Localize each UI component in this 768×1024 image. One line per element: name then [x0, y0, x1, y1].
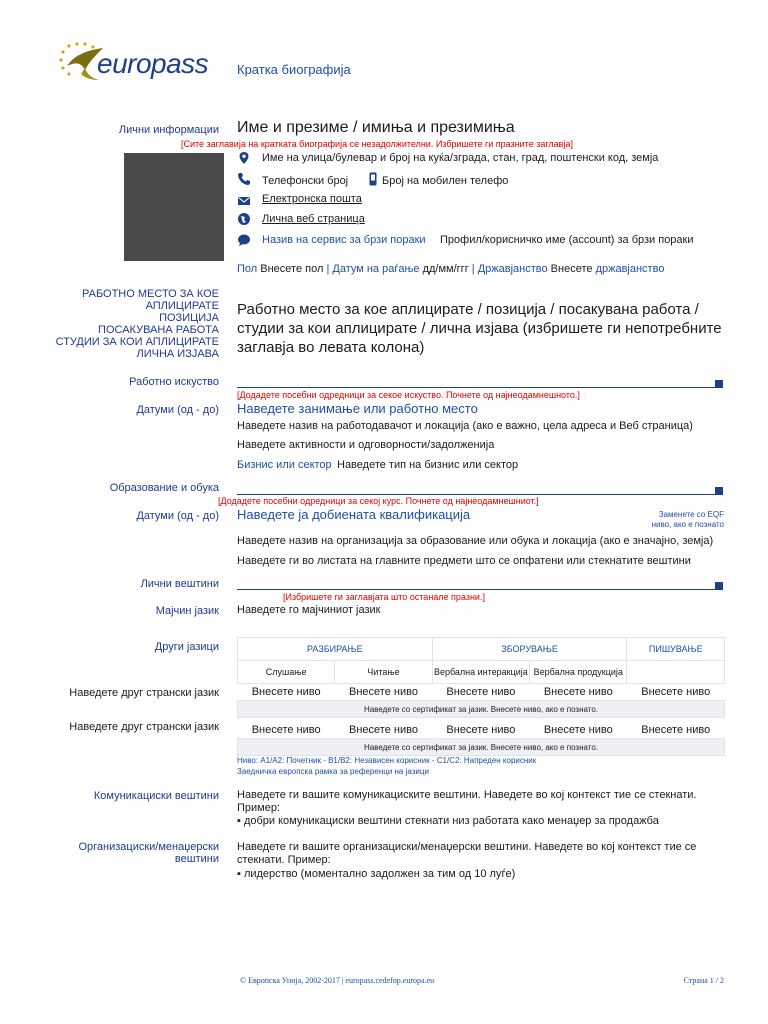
- sector-value: Наведете тип на бизнис или сектор: [337, 459, 519, 471]
- language-name: Наведете друг странски јазик: [69, 721, 219, 733]
- qualification-title: Наведете ја добиената квалификација: [237, 507, 471, 522]
- organisational-skills-label: [40, 841, 219, 865]
- work-experience-label: Работно искуство: [129, 376, 219, 388]
- level-cell[interactable]: Внесете ниво: [641, 724, 711, 736]
- website-link[interactable]: Лична веб страница: [262, 213, 365, 225]
- section-marker: [715, 582, 723, 590]
- communication-skills-text: Наведете ги вашите комуникациските вештини. Наведете во кој контекст тие се стекнати. Пример:: [237, 789, 697, 814]
- language-certificate-row: [238, 739, 725, 756]
- separator: |: [326, 263, 330, 275]
- level-cell[interactable]: Внесете ниво: [641, 686, 711, 698]
- writing-header: ПИШУВАЊЕ: [627, 638, 725, 661]
- certificate-cell[interactable]: Наведете со сертификат за јазик. Внесете ниво, ако е познато.: [238, 701, 725, 718]
- dob-value: дд/мм/ггг: [422, 263, 469, 275]
- language-levels-row: [238, 718, 725, 739]
- chat-icon: [237, 233, 251, 247]
- level-cell[interactable]: Внесете ниво: [543, 686, 613, 698]
- nationality-value-2: државјанство: [595, 263, 665, 275]
- languages-table-header: [238, 638, 725, 661]
- europass-logo: [55, 40, 220, 86]
- languages-table-subheader: [238, 661, 725, 684]
- position-label-line: ЛИЧНА ИЗЈАВА: [136, 348, 219, 360]
- duties-text: Наведете активности и одговорности/задолженија: [237, 439, 495, 451]
- eqf-level-note: [622, 510, 724, 530]
- spoken-interaction-header: Вербална интеракција: [432, 661, 529, 684]
- im-account-value: Профил/корисничко име (account) за брзи пораки: [440, 234, 694, 246]
- spoken-production-header: Вербална продукција: [530, 661, 627, 684]
- subjects-text: Наведете ги во листата на главните предмети што се опфатени или стекнатите вештини: [237, 555, 691, 567]
- mother-tongue-label: Мајчин јазик: [155, 605, 219, 617]
- education-note: [Додадете посебни одредници за секој курс. Почнете од најнеодамнешниот.]: [218, 496, 539, 506]
- cefr-legend: Заедничка европска рамка за референци на јазици: [237, 767, 429, 776]
- levels-legend: Ниво: А1/А2: Почетник - B1/B2: Независен корисник - C1/C2: Напреден корисник: [237, 756, 537, 765]
- speaking-header: ЗБОРУВАЊЕ: [432, 638, 627, 661]
- level-cell[interactable]: Внесете ниво: [446, 724, 516, 736]
- document-title: Кратка биографија: [237, 62, 351, 77]
- personal-info-note: [Сите заглавија на кратката биографија се незадолжителни. Избришете ги празните заглавја]: [181, 139, 573, 149]
- web-icon: [237, 212, 251, 226]
- full-name: Име и презиме / имиња и презимиња: [237, 119, 515, 136]
- position-label-line: РАБОТНО МЕСТО ЗА КОЕ: [82, 288, 219, 300]
- section-divider: [237, 387, 720, 388]
- occupation-title: Наведете занимање или работно место: [237, 401, 478, 416]
- mobile-icon: [366, 172, 380, 186]
- language-levels-row: [238, 684, 725, 701]
- position-label-line: АПЛИЦИРАТЕ: [145, 300, 219, 312]
- mother-tongue-value: Наведете го мајчиниот јазик: [237, 604, 381, 616]
- gender-value: Внесете пол: [260, 263, 324, 275]
- skills-note: [Избришете ги заглавјата што останале празни.]: [283, 592, 485, 602]
- level-cell[interactable]: Внесете ниво: [349, 724, 418, 736]
- personal-details-line: [237, 263, 664, 275]
- position-label-line: ПОЗИЦИЈА: [159, 312, 219, 324]
- level-cell[interactable]: Внесете ниво: [446, 686, 516, 698]
- europass-logo-text: europass: [97, 48, 209, 79]
- level-cell[interactable]: Внесете ниво: [251, 686, 321, 698]
- organisation-text: Наведете назив на организација за образование или обука и локација (ако е значајно, земја): [237, 535, 714, 547]
- section-divider: [237, 494, 720, 495]
- nationality-label: Државјанство: [477, 263, 548, 275]
- employer-text: Наведете назив на работодавачот и локација (ако е важно, цела адреса и Веб страница): [237, 420, 693, 432]
- level-cell[interactable]: Внесете ниво: [543, 724, 613, 736]
- section-divider: [237, 589, 720, 590]
- level-cell[interactable]: Внесете ниво: [349, 686, 418, 698]
- communication-skills-label: Комуникациски вештини: [93, 790, 219, 802]
- level-cell[interactable]: Внесете ниво: [251, 724, 321, 736]
- eqf-note-line: Заменете со EQF: [658, 510, 724, 519]
- sector-label: Бизнис или сектор: [237, 459, 332, 471]
- communication-skills-example: ▪ добри комуникациски вештини стекнати низ работата како менаџер за продажба: [237, 815, 659, 827]
- eqf-note-line: ниво, ако е познато: [651, 520, 724, 529]
- location-icon: [237, 151, 251, 165]
- position-label-line: ПОСАКУВАНА РАБОТА: [98, 324, 219, 336]
- im-service-label: Назив на сервис за брзи пораки: [262, 234, 426, 246]
- position-label-line: СТУДИИ ЗА КОИ АПЛИЦИРАТЕ: [55, 336, 219, 348]
- personal-info-label: Лични информации: [118, 124, 219, 136]
- organisational-label-line: Организациски/менаџерски: [78, 841, 219, 853]
- education-dates-label: Датуми (од - до): [136, 510, 219, 522]
- listening-header: Слушање: [238, 661, 335, 684]
- languages-table: [237, 637, 725, 756]
- email-link[interactable]: Електронска пошта: [262, 193, 362, 205]
- language-name: Наведете друг странски јазик: [69, 687, 219, 699]
- language-certificate-row: [238, 701, 725, 718]
- nationality-value: Внесете: [550, 263, 593, 275]
- education-label: Образование и обука: [109, 482, 219, 494]
- personal-skills-label: Лични вештини: [140, 578, 219, 590]
- writing-subheader: [627, 661, 725, 684]
- separator: |: [471, 263, 475, 275]
- phone-text: Телефонски број: [262, 175, 349, 187]
- email-icon: [237, 194, 251, 208]
- understanding-header: РАЗБИРАЊЕ: [238, 638, 433, 661]
- footer-copyright: © Европска Унија, 2002-2017 | europass.cedefop.europa.eu: [240, 976, 435, 985]
- work-experience-note: [Додадете посебни одредници за секое искуство. Почнете од најнеодамнешното.]: [237, 390, 580, 400]
- organisational-skills-text: Наведете ги вашите организациски/менаџерски вештини. Наведете во кој контекст тие се стекнати. Пример:: [237, 841, 697, 866]
- dob-label: Датум на раѓање: [332, 263, 420, 275]
- other-languages-label: Други јазици: [154, 641, 219, 653]
- organisational-skills-example: ▪ лидерство (моментално задолжен за тим од 10 луѓе): [237, 868, 516, 880]
- photo-placeholder: [124, 153, 224, 261]
- reading-header: Читање: [335, 661, 432, 684]
- section-marker: [715, 380, 723, 388]
- gender-label: Пол: [237, 263, 258, 275]
- section-marker: [715, 487, 723, 495]
- position-label: [40, 288, 219, 360]
- position-text: Работно место за кое аплицирате / позиција / посакувана работа / студии за кои аплицирате / лична изјава (избришете ги непотребните заглавја во левата колона): [237, 301, 722, 356]
- phone-icon: [237, 172, 251, 186]
- certificate-cell[interactable]: Наведете со сертификат за јазик. Внесете ниво, ако е познато.: [238, 739, 725, 756]
- mobile-text: Број на мобилен телефо: [382, 175, 509, 187]
- organisational-label-line: вештини: [174, 853, 219, 865]
- experience-dates-label: Датуми (од - до): [136, 404, 219, 416]
- footer-page-number: Страна 1 / 2: [683, 976, 724, 985]
- address-text: Име на улица/булевар и број на куќа/зграда, стан, град, поштенски код, земја: [262, 152, 659, 164]
